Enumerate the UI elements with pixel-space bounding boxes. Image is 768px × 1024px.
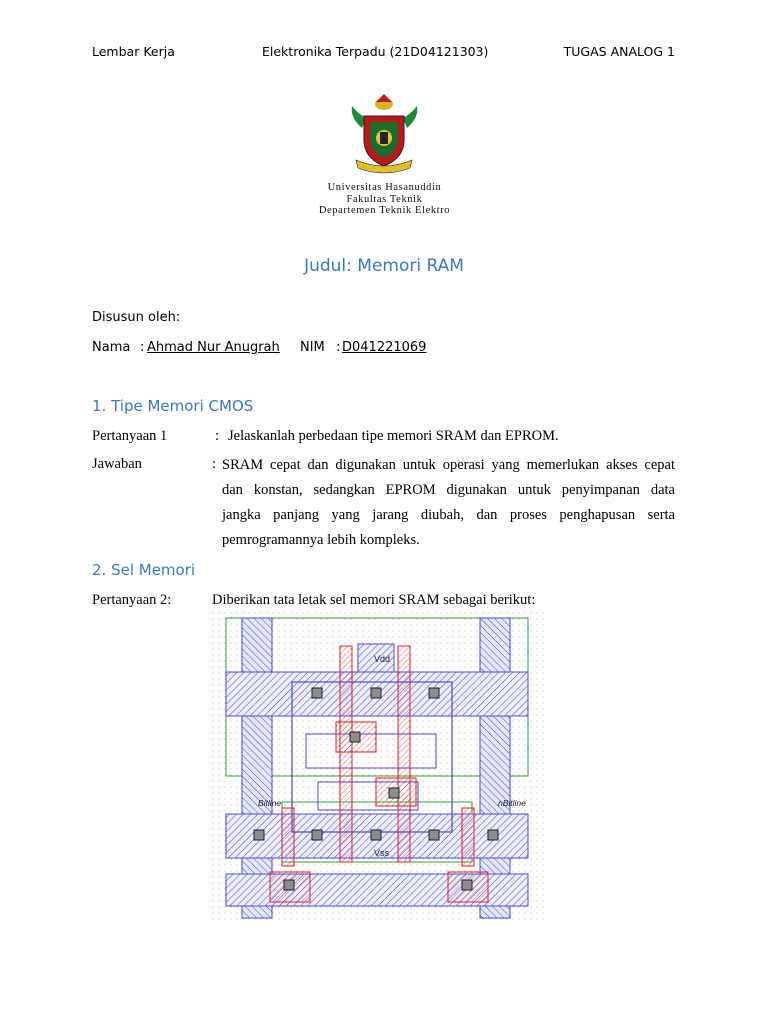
contact	[429, 688, 439, 698]
contact	[389, 788, 399, 798]
institution-department: Departemen Teknik Elektro	[318, 205, 451, 216]
vdd-label: Vdd	[374, 654, 391, 664]
answer-label: Jawaban	[92, 456, 142, 472]
question2-text: Diberikan tata letak sel memori SRAM sebagai berikut:	[212, 592, 536, 608]
question2-label: Pertanyaan 2:	[92, 592, 172, 608]
header-right: TUGAS ANALOG 1	[563, 44, 675, 59]
question1-label: Pertanyaan 1	[92, 428, 168, 444]
bitline-metal	[242, 618, 272, 918]
nim-label: NIM	[300, 340, 325, 355]
name-value: Ahmad Nur Anugrah	[147, 340, 280, 355]
nim-value: D041221069	[342, 340, 427, 355]
contact	[350, 732, 360, 742]
name-separator: :	[140, 340, 145, 355]
contact	[312, 688, 322, 698]
contact	[371, 830, 381, 840]
vss-label: Vss	[374, 848, 390, 858]
header-left: Lembar Kerja	[92, 44, 175, 59]
nim-separator: :	[336, 340, 341, 355]
document-title: Judul: Memori RAM	[304, 256, 464, 276]
section1-heading: 1. Tipe Memori CMOS	[92, 397, 254, 415]
contact	[284, 880, 294, 890]
poly-gate	[282, 808, 294, 866]
contact	[371, 688, 381, 698]
question1-text: Jelaskanlah perbedaan tipe memori SRAM dan EPROM.	[228, 428, 559, 444]
nbitline-label: nBitline	[498, 798, 526, 808]
poly-gate	[462, 808, 474, 866]
contact	[312, 830, 322, 840]
section2-heading: 2. Sel Memori	[92, 561, 196, 579]
answer-line: dan konstan, sedangkan EPROM digunakan untuk penyimpanan data	[222, 482, 675, 498]
answer-separator: :	[212, 456, 217, 472]
poly-gate	[398, 646, 410, 862]
name-label: Nama	[92, 340, 131, 355]
institution-faculty: Fakultas Teknik	[346, 194, 423, 205]
answer-line: pemrogramannya lebih kompleks.	[222, 532, 420, 548]
header-center: Elektronika Terpadu (21D04121303)	[262, 44, 489, 59]
poly-gate	[340, 646, 352, 862]
question1-separator: :	[215, 428, 220, 444]
contact	[488, 830, 498, 840]
contact	[462, 880, 472, 890]
bitline-label: Bitline	[258, 798, 282, 808]
institution-university: Universitas Hasanuddin	[327, 182, 442, 193]
contact	[254, 830, 264, 840]
contact	[429, 830, 439, 840]
answer-line: jangka panjang yang jarang diubah, dan proses penghapusan serta	[222, 507, 675, 523]
sram-layout-diagram	[212, 612, 544, 924]
answer-line: SRAM cepat dan digunakan untuk operasi yang memerlukan akses cepat	[222, 457, 675, 473]
prepared-by-label: Disusun oleh:	[92, 310, 181, 325]
